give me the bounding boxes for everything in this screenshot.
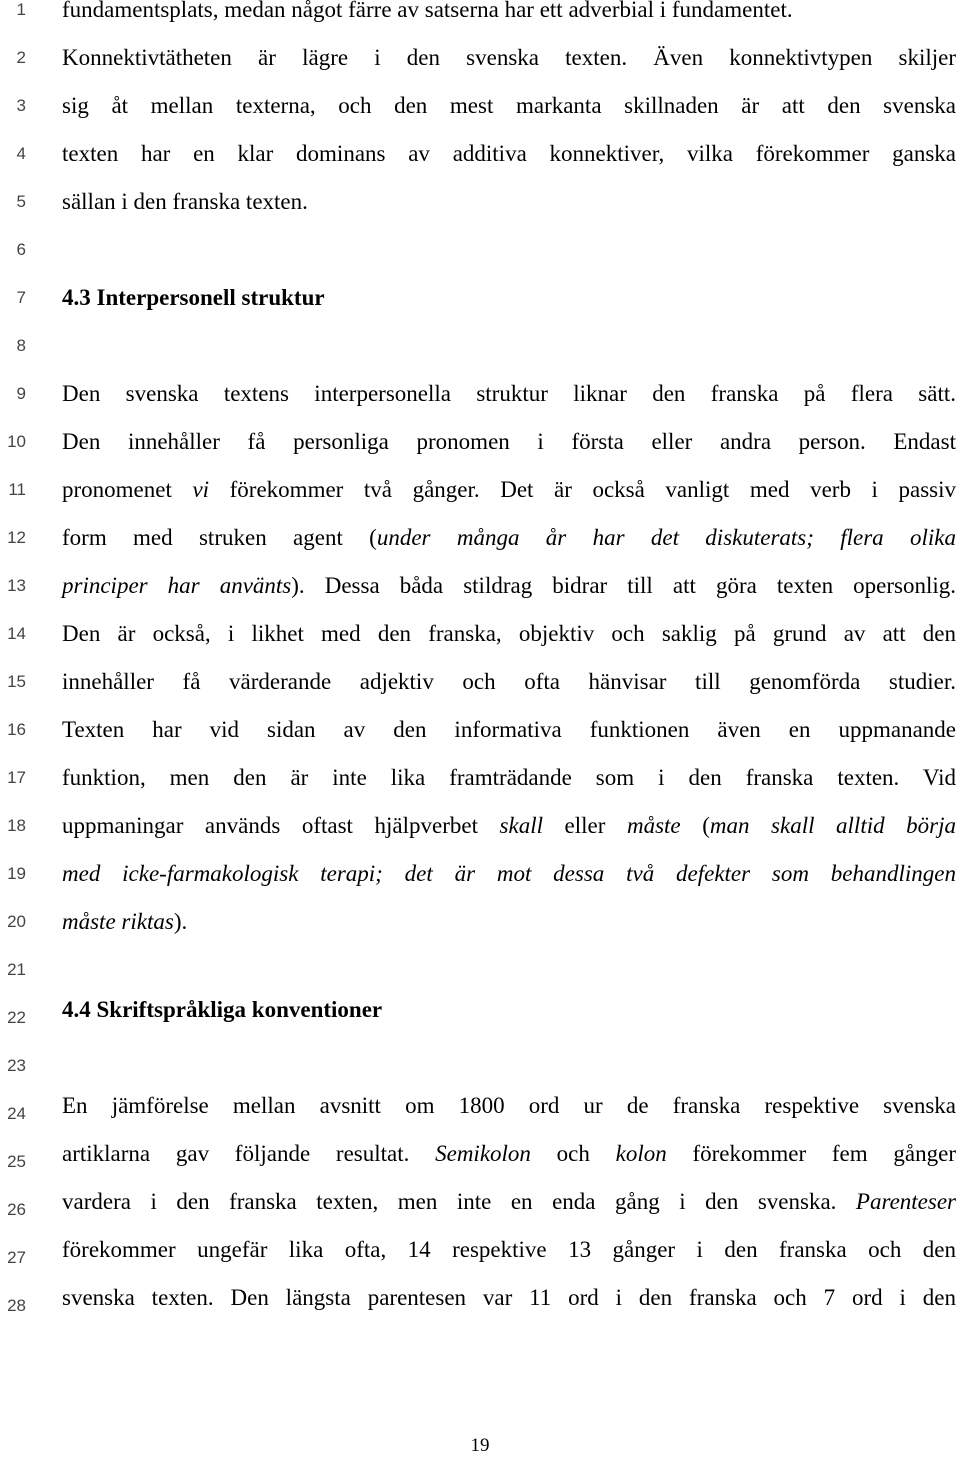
line-number: 25 — [7, 1152, 26, 1171]
text-segment: En jämförelse mellan avsnitt om 1800 ord ur de franska respektive svenska — [62, 1093, 956, 1118]
text-line — [62, 475, 956, 505]
text-segment: Konnektivtätheten är lägre i den svenska texten. Även konnektivtypen skiljer — [62, 45, 956, 70]
line-number: 3 — [16, 96, 26, 115]
text-line — [62, 763, 956, 793]
text-segment: 4.3 Interpersonell struktur — [62, 285, 325, 310]
italic-text: vi — [192, 477, 210, 502]
italic-text: principer har använts — [62, 573, 292, 598]
text-segment: förekommer fem gånger — [666, 1141, 956, 1166]
page-number: 19 — [470, 1435, 490, 1456]
line-number: 28 — [7, 1296, 26, 1315]
line-number: 26 — [7, 1200, 26, 1219]
text-segment: förekommer ungefär lika ofta, 14 respektive 13 gånger i den franska och den — [62, 1237, 956, 1262]
line-number: 23 — [7, 1056, 26, 1075]
line-number: 20 — [7, 912, 26, 931]
text-line — [62, 523, 956, 553]
text-segment: och — [530, 1141, 616, 1166]
line-number: 2 — [16, 48, 26, 67]
text-line — [62, 379, 956, 409]
text-segment: ). — [173, 909, 188, 934]
line-number: 7 — [16, 288, 26, 307]
text-line — [62, 1187, 956, 1217]
text-segment: vardera i den franska texten, men inte en enda gång i den svenska. — [62, 1189, 856, 1214]
line-number: 27 — [7, 1248, 26, 1267]
text-segment: innehåller få värderande adjektiv och ofta hänvisar till genomförda studier. — [62, 669, 956, 694]
text-segment: Den är också, i likhet med den franska, objektiv och saklig på grund av att den — [62, 621, 956, 646]
line-number: 4 — [16, 144, 26, 163]
line-number: 24 — [7, 1104, 26, 1123]
line-number: 17 — [7, 768, 26, 787]
line-number: 9 — [16, 384, 26, 403]
line-number: 1 — [16, 0, 26, 19]
line-number: 10 — [7, 432, 26, 451]
line-number: 14 — [7, 624, 26, 643]
text-line — [62, 715, 956, 745]
text-segment: 4.4 Skriftspråkliga konventioner — [62, 997, 383, 1022]
line-number: 15 — [7, 672, 26, 691]
text-segment: ( — [680, 813, 710, 838]
line-number: 5 — [16, 192, 26, 211]
text-segment: svenska texten. Den längsta parentesen var 11 ord i den franska och 7 ord i den — [62, 1285, 956, 1310]
italic-text: måste — [626, 813, 681, 838]
italic-text: skall — [499, 813, 543, 838]
text-line — [62, 907, 956, 937]
line-number: 16 — [7, 720, 26, 739]
text-line — [62, 859, 956, 889]
text-line — [62, 571, 956, 601]
text-line — [62, 1235, 956, 1265]
text-segment: sig åt mellan texterna, och den mest markanta skillnaden är att den svenska — [62, 93, 956, 118]
text-segment: texten har en klar dominans av additiva konnektiver, vilka förekommer ganska — [62, 141, 956, 166]
line-number: 22 — [7, 1008, 26, 1027]
text-segment: ). Dessa båda stildrag bidrar till att göra texten opersonlig. — [291, 573, 956, 598]
italic-text: Semikolon — [435, 1141, 531, 1166]
text-segment: eller — [542, 813, 627, 838]
text-line — [62, 427, 956, 457]
italic-text: måste riktas — [62, 909, 174, 934]
line-number: 11 — [8, 480, 26, 499]
text-segment: artiklarna gav följande resultat. — [62, 1141, 436, 1166]
line-number: 8 — [16, 336, 26, 355]
text-segment: sällan i den franska texten. — [62, 189, 308, 214]
line-number: 6 — [16, 240, 26, 259]
section-heading-4-4 — [62, 995, 956, 1025]
text-line — [62, 139, 956, 169]
text-line — [62, 43, 956, 73]
text-segment: Den innehåller få personliga pronomen i första eller andra person. Endast — [62, 429, 956, 454]
text-segment: pronomenet — [62, 477, 193, 502]
line-number: 18 — [7, 816, 26, 835]
italic-text: Parenteser — [855, 1189, 956, 1214]
text-segment: förekommer två gånger. Det är också vanligt med verb i passiv — [209, 477, 957, 502]
text-segment: Texten har vid sidan av den informativa funktionen även en uppmanande — [62, 717, 956, 742]
italic-text: man skall alltid börja — [709, 813, 957, 838]
text-line — [62, 187, 956, 217]
text-segment: fundamentsplats, medan något färre av satserna har ett adverbial i fundamentet. — [62, 0, 793, 22]
italic-text: under många år har det diskuterats; flera olika — [376, 525, 957, 550]
text-line — [62, 811, 956, 841]
text-segment: funktion, men den är inte lika framträdande som i den franska texten. Vid — [62, 765, 956, 790]
text-line — [62, 0, 956, 25]
line-number: 12 — [7, 528, 26, 547]
italic-text: kolon — [615, 1141, 667, 1166]
section-heading-4-3 — [62, 283, 956, 313]
italic-text: med icke-farmakologisk terapi; det är mot dessa två defekter som behandlingen — [62, 861, 956, 886]
text-line — [62, 91, 956, 121]
line-number: 13 — [7, 576, 26, 595]
line-number: 19 — [7, 864, 26, 883]
text-line — [62, 667, 956, 697]
text-line — [62, 619, 956, 649]
text-line — [62, 1139, 956, 1169]
text-segment: form med struken agent ( — [62, 525, 377, 550]
text-segment: Den svenska textens interpersonella struktur liknar den franska på flera sätt. — [62, 381, 956, 406]
text-line — [62, 1091, 956, 1121]
line-number: 21 — [7, 960, 26, 979]
text-line — [62, 1283, 956, 1313]
text-segment: uppmaningar används oftast hjälpverbet — [62, 813, 500, 838]
